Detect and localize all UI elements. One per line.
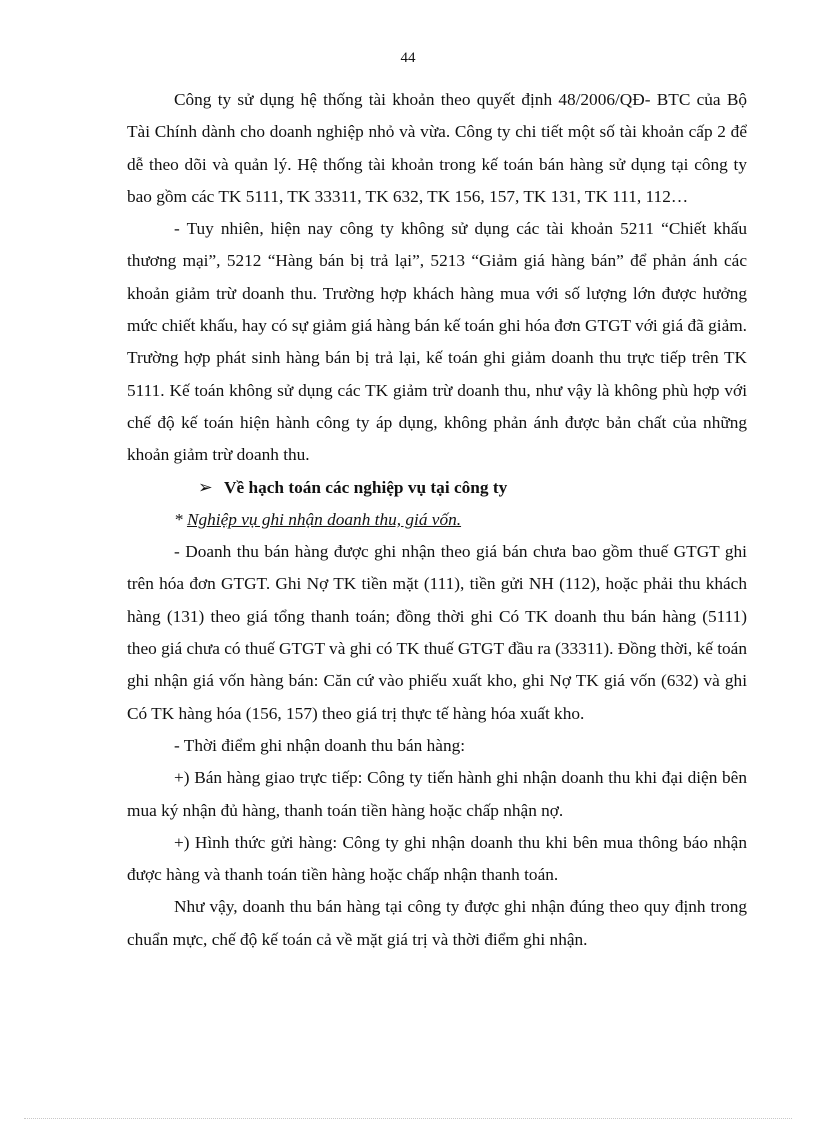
page-number: 44 — [400, 50, 416, 66]
page-body — [127, 84, 747, 956]
asterisk-marker: * — [174, 509, 183, 529]
paragraph-account-system: Công ty sử dụng hệ thống tài khoản theo quyết định 48/2006/QĐ- BTC của Bộ Tài Chính dành cho doanh nghiệp nhỏ và vừa. Công ty chi tiết một số tài khoản cấp 2 để dễ theo dõi và quản lý. Hệ thống tài khoản trong kế toán bán hàng sử dụng tại công ty bao gồm các TK 5111, TK 33311, TK 632, TK 156, 157, TK 131, TK 111, 112… — [127, 90, 747, 206]
paragraph-recognition-time: - Thời điểm ghi nhận doanh thu bán hàng: — [174, 735, 466, 755]
arrow-bullet-icon: ➢ — [198, 477, 213, 497]
paragraph-direct-sales: +) Bán hàng giao trực tiếp: Công ty tiến hành ghi nhận doanh thu khi đại diện bên mua ký nhận đủ hàng, thanh toán tiền hàng hoặc chấp nhận nợ. — [127, 768, 747, 820]
section-heading-text: Về hạch toán các nghiệp vụ tại công ty — [224, 477, 508, 497]
paragraph-revenue-recording: - Doanh thu bán hàng được ghi nhận theo giá bán chưa bao gồm thuế GTGT ghi trên hóa đơn GTGT. Ghi Nợ TK tiền mặt (111), tiền gửi NH (112), hoặc phải thu khách hàng (131) theo giá tổng thanh toán; đồng thời ghi Có TK doanh thu bán hàng (5111) theo giá chưa có thuế GTGT và ghi có TK thuế GTGT đầu ra (33311). Đồng thời, kế toán ghi nhận giá vốn hàng bán: Căn cứ vào phiếu xuất kho, ghi Nợ TK giá vốn (632) và ghi Có TK hàng hóa (156, 157) theo giá trị thực tế hàng hóa xuất kho. — [127, 542, 747, 723]
subsection-heading — [127, 504, 747, 536]
paragraph-consignment: +) Hình thức gửi hàng: Công ty ghi nhận doanh thu khi bên mua thông báo nhận được hàng và thanh toán tiền hàng hoặc chấp nhận thanh toán. — [127, 832, 747, 885]
footer-divider — [24, 1118, 792, 1119]
subsection-heading-text: Nghiệp vụ ghi nhận doanh thu, giá vốn. — [186, 509, 462, 529]
section-heading — [127, 472, 747, 504]
paragraph-deduction-accounts: - Tuy nhiên, hiện nay công ty không sử dụng các tài khoản 5211 “Chiết khấu thương mại”, 5212 “Hàng bán bị trả lại”, 5213 “Giảm giá hàng bán” để phản ánh các khoản giảm trừ doanh thu. Trường hợp khách hàng mua với số lượng lớn được hưởng mức chiết khấu, hay có sự giảm giá hàng bán kế toán ghi hóa đơn GTGT với giá đã giảm. Trường hợp phát sinh hàng bán bị trả lại, kế toán ghi giảm doanh thu trực tiếp trên TK 5111. Kế toán không sử dụng các TK giảm trừ doanh thu, như vậy là không phù hợp với chế độ kế toán hiện hành công ty áp dụng, không phản ánh được bản chất của những khoản giảm trừ doanh thu. — [127, 219, 747, 465]
paragraph-conclusion: Như vậy, doanh thu bán hàng tại công ty được ghi nhận đúng theo quy định trong chuẩn mực, chế độ kế toán cả về mặt giá trị và thời điểm ghi nhận. — [127, 897, 747, 949]
